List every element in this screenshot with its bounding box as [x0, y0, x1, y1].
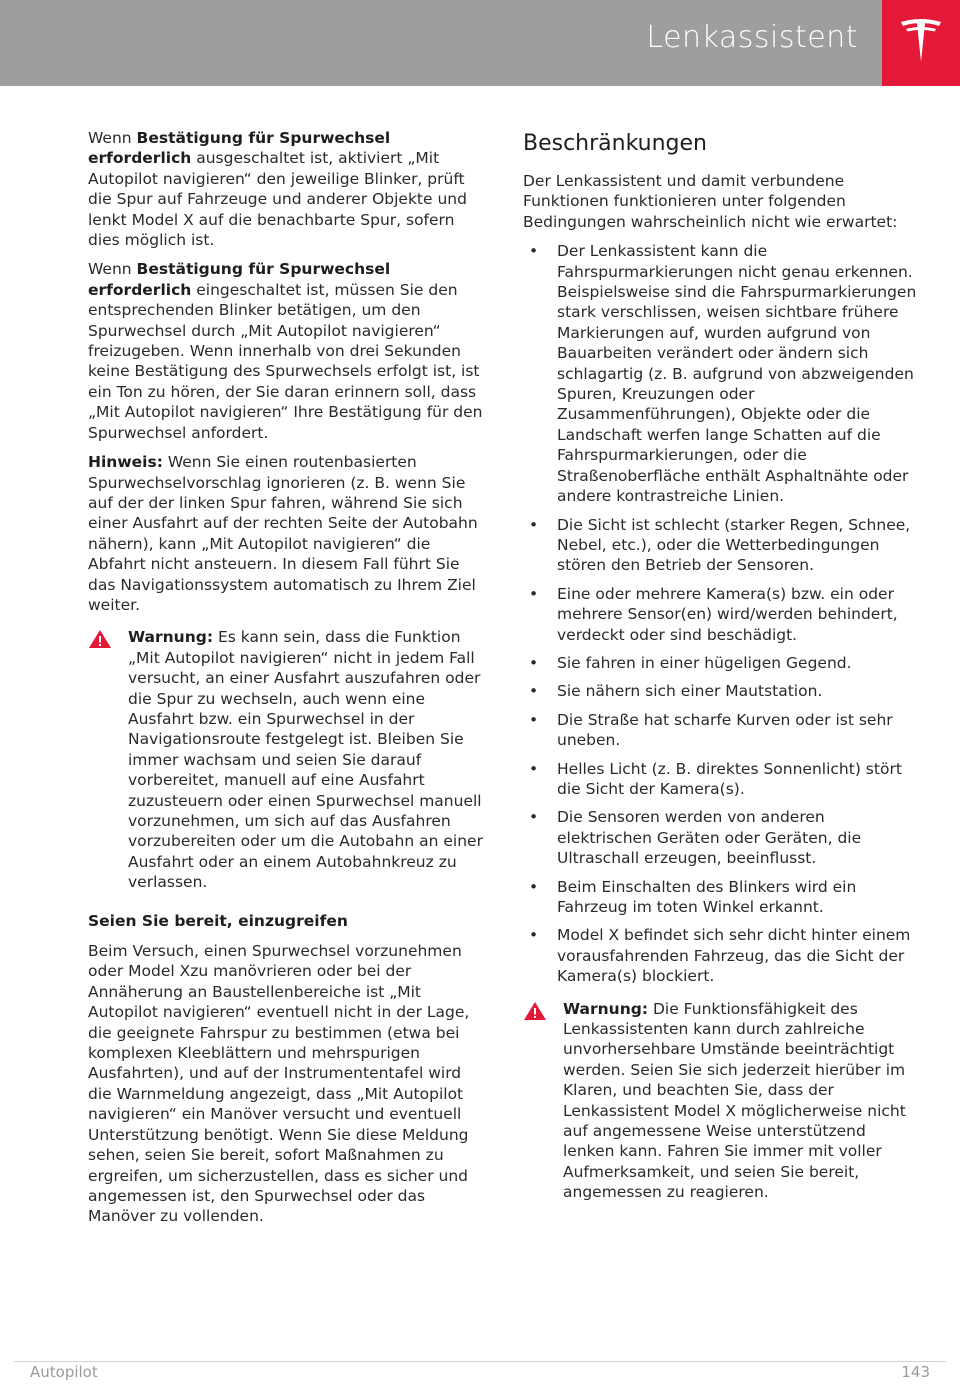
list-item-text: Der Lenkassistent kann die Fahrspurmarkierungen nicht genau erkennen. Beispielsweise sind die Fahrspurmarkierungen stark verschlissen, weisen sichtbare frühere Markierungen auf, wurden aufgrund von Bauarbeiten verändert oder ändern sich schlagartig (z. B. aufgrund von abzweigenden Spuren, Kreuzungen oder Zusammenführungen), Objekte oder die Landschaft werfen lange Schatten auf die Fahrspurmarkierungen, oder die Straßenoberfläche enthält Asphaltnähte oder andere kontrastreiche Linien. [557, 242, 917, 506]
footer-divider [14, 1361, 946, 1362]
page-number: 143 [901, 1363, 930, 1381]
bullet-icon: • [529, 653, 539, 672]
list-item [523, 807, 918, 868]
brand-logo [882, 0, 960, 86]
list-item-text: Die Straße hat scharfe Kurven oder ist sehr uneben. [557, 710, 893, 750]
warning-label: Warnung: [128, 628, 214, 647]
tesla-logo-icon [899, 18, 943, 68]
note-label: Hinweis: [88, 453, 163, 472]
page-title: Lenkassistent [646, 20, 858, 55]
list-item [523, 515, 918, 576]
list-item-text: Helles Licht (z. B. direktes Sonnenlicht) stört die Sicht der Kamera(s). [557, 759, 902, 798]
right-column [523, 130, 918, 1213]
paragraph-be-ready: Beim Versuch, einen Spurwechsel vorzunehmen oder Model Xzu manövrieren oder bei der Annäherung an Baustellenbereiche ist „Mit Autopilot navigieren“ eventuell nicht in der Lage, die geeignete Fahrspur zu bestimmen (etwa bei komplexen Kleeblättern und mehrspurigen Ausfahrten), und auf der Instrumententafel wird die Warnmeldung angezeigt, dass „Mit Autopilot navigieren“ ein Manöver versucht und eventuell Unterstützung benötigt. Wenn Sie diese Meldung sehen, seien Sie bereit, sofort Maßnahmen zu ergreifen, um sicherzustellen, dass es sicher und angemessen ist, den Spurwechsel oder das Manöver zu vollenden. [88, 942, 470, 1226]
paragraph-lane-change-on: Wenn Bestätigung für Spurwechsel erforderlich eingeschaltet ist, müssen Sie den entsprechenden Blinker betätigen, um den Spurwechsel durch „Mit Autopilot navigieren“ freizugeben. Wenn innerhalb von drei Sekunden keine Bestätigung des Spurwechsels erfolgt ist, ist ein Ton zu hören, der Sie daran erinnern soll, dass „Mit Autopilot navigieren“ Ihre Bestätigung für den Spurwechsel anfordert. [88, 260, 483, 442]
bullet-icon: • [529, 682, 539, 701]
bullet-icon: • [529, 759, 539, 778]
list-item [523, 759, 918, 800]
page-header [0, 0, 960, 86]
note-paragraph: Hinweis: Wenn Sie einen routenbasierten Spurwechselvorschlag ignorieren (z. B. wenn Sie auf der der linken Spur fahren, während Sie sich einer Ausfahrt auf der rechten Seite der Autobahn nähern), kann „Mit Autopilot navigieren“ die Abfahrt nicht ansteuern. In diesem Fall führt Sie das Navigationssystem automatisch zu Ihrem Ziel weiter. [88, 453, 478, 614]
warning-label: Warnung: [563, 999, 649, 1018]
section-heading: Beschränkungen [523, 131, 707, 156]
list-item-text: Eine oder mehrere Kamera(s) bzw. ein oder mehrere Sensor(en) wird/werden behindert, verdeckt oder sind beschädigt. [557, 584, 898, 644]
list-item-text: Beim Einschalten des Blinkers wird ein Fahrzeug im toten Winkel erkannt. [557, 877, 857, 916]
limitations-list [523, 241, 918, 986]
left-column [88, 128, 483, 1236]
warning-block: Warnung: Die Funktionsfähigkeit des Lenkassistenten kann durch zahlreiche unvorhersehbare Umstände beeinträchtigt werden. Seien Sie sich jederzeit hierüber im Klaren, und beachten Sie, dass der Lenkassistent Model X möglicherweise nicht auf angemessene Weise unterstützend lenken kann. Fahren Sie immer mit voller Aufmerksamkeit, und seien Sie bereit, angemessen zu reagieren. [523, 999, 918, 1203]
bullet-icon: • [529, 242, 539, 261]
list-item [523, 241, 918, 506]
setting-name: Bestätigung für Spurwechsel erforderlich [88, 260, 391, 299]
section-subheading: Seien Sie bereit, einzugreifen [88, 911, 348, 930]
list-item-text: Die Sicht ist schlecht (starker Regen, Schnee, Nebel, etc.), oder die Wetterbedingungen stören den Betrieb der Sensoren. [557, 515, 911, 575]
bullet-icon: • [529, 710, 539, 729]
warning-triangle-icon [523, 1001, 547, 1021]
list-item [523, 681, 918, 701]
setting-name: Bestätigung für Spurwechsel erforderlich [88, 129, 391, 168]
bullet-icon: • [529, 926, 539, 945]
warning-block: Warnung: Es kann sein, dass die Funktion „Mit Autopilot navigieren“ nicht in jedem Fall versucht, an einer Ausfahrt auszufahren oder die Spur zu wechseln, auch wenn eine Ausfahrt bzw. ein Spurwechsel in der Navigationsroute festgelegt ist. Bleiben Sie immer wachsam und seien Sie darauf vorbereitet, manuell auf eine Ausfahrt zuzusteuern oder einen Spurwechsel manuell vorzunehmen, um sich auf das Ausfahren vorzubereiten oder um die Autobahn an einer Ausfahrt oder an einem Autobahnkreuz zu verlassen. [88, 627, 483, 892]
list-item-text: Sie nähern sich einer Mautstation. [557, 682, 823, 701]
bullet-icon: • [529, 515, 539, 534]
warning-triangle-icon [88, 629, 112, 649]
limitations-intro: Der Lenkassistent und damit verbundene Funktionen funktionieren unter folgenden Bedingungen wahrscheinlich nicht wie erwartet: [523, 172, 898, 231]
list-item [523, 710, 918, 751]
bullet-icon: • [529, 877, 539, 896]
footer-section-name: Autopilot [30, 1363, 98, 1381]
list-item-text: Sie fahren in einer hügeligen Gegend. [557, 653, 852, 672]
list-item-text: Die Sensoren werden von anderen elektrischen Geräten oder Geräten, die Ultraschall erzeugen, beeinflusst. [557, 808, 862, 868]
bullet-icon: • [529, 808, 539, 827]
bullet-icon: • [529, 584, 539, 603]
paragraph-lane-change-off: Wenn Bestätigung für Spurwechsel erforderlich ausgeschaltet ist, aktiviert „Mit Autopilot navigieren“ den jeweilige Blinker, prüft die Spur auf Fahrzeuge und anderer Objekte und lenkt Model X auf die benachbarte Spur, sofern dies möglich ist. [88, 129, 467, 250]
list-item [523, 653, 918, 673]
list-item [523, 877, 918, 918]
list-item-text: Model X befindet sich sehr dicht hinter einem vorausfahrenden Fahrzeug, das die Sicht der Kamera(s) blockiert. [557, 926, 911, 986]
list-item [523, 584, 918, 645]
list-item [523, 925, 918, 986]
